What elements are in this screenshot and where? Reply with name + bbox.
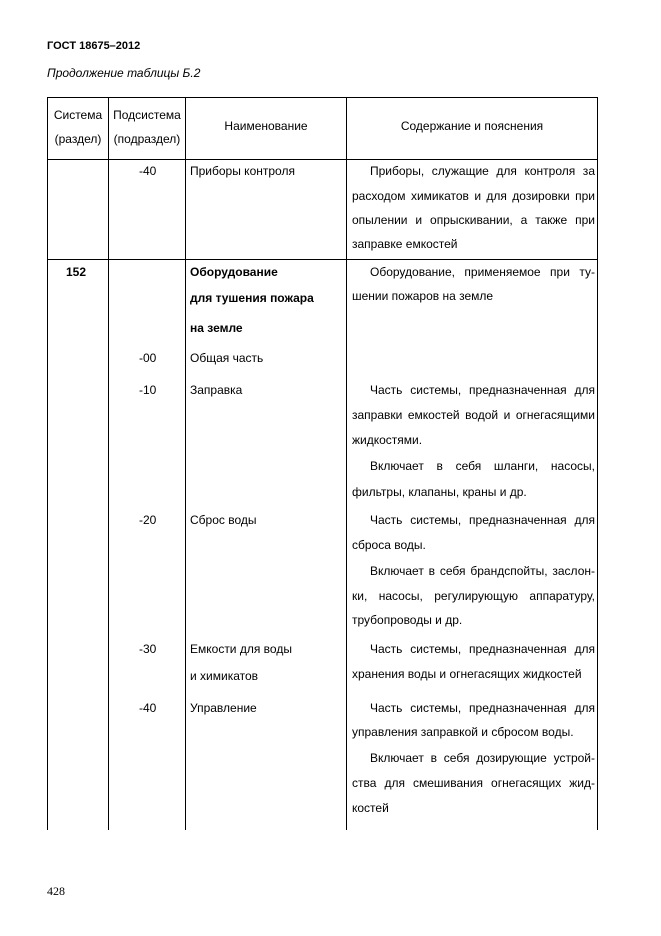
content-line: Часть системы, предназначенная для	[370, 642, 595, 656]
content-line: заправке емкостей	[352, 237, 458, 251]
subsystem-code: -30	[139, 642, 157, 656]
content-line: заправки емкостей водой и огнегасящими	[352, 408, 595, 422]
header-system-line: (раздел)	[54, 132, 102, 146]
item-name: Управление	[190, 701, 257, 715]
content-line: ки, насосы, регулирующую аппаратуру,	[352, 589, 595, 603]
item-name-line: и химикатов	[190, 669, 259, 683]
column-divider	[108, 97, 109, 830]
content-line: Часть системы, предназначенная для	[370, 383, 595, 397]
row-divider	[47, 259, 598, 260]
content-line: трубопроводы и др.	[352, 613, 463, 627]
item-name-line: Емкости для воды	[190, 642, 292, 656]
document-standard-title: ГОСТ 18675–2012	[47, 40, 141, 52]
table-right-border	[597, 97, 598, 830]
content-line: Включает в себя брандспойты, заслон-	[370, 564, 595, 578]
system-code: 152	[66, 265, 87, 279]
item-name-line: на земле	[190, 321, 243, 335]
header-system	[48, 103, 108, 151]
header-name: Наименование	[224, 119, 308, 133]
column-divider	[185, 97, 186, 830]
column-divider	[346, 97, 347, 830]
content-line: Включает в себя дозирующие устрой-	[370, 751, 595, 765]
content-line: Часть системы, предназначенная для	[370, 513, 595, 527]
content-line: фильтры, клапаны, краны и др.	[352, 485, 527, 499]
classification-table	[47, 97, 598, 830]
content-line: Оборудование, применяемое при ту-	[370, 265, 595, 279]
subsystem-code: -00	[139, 351, 157, 365]
page-number: 428	[47, 884, 65, 898]
header-bottom-border	[47, 159, 598, 160]
header-subsystem	[109, 103, 185, 151]
content-line: жидкостями.	[352, 433, 423, 447]
item-name: Сброс воды	[190, 513, 257, 527]
table-caption: Продолжение таблицы Б.2	[47, 66, 201, 80]
content-line: сброса воды.	[352, 538, 426, 552]
content-line: ства для смешивания огнегасящих жид-	[352, 776, 595, 790]
table-top-border	[47, 97, 598, 98]
item-name: Приборы контроля	[190, 164, 295, 178]
content-line: опылении и опрыскивании, а также при	[352, 213, 595, 227]
table-left-border	[47, 97, 48, 830]
item-name: Общая часть	[190, 351, 264, 365]
header-subsystem-line: Подсистема	[113, 108, 181, 122]
subsystem-code: -40	[139, 701, 157, 715]
header-content: Содержание и пояснения	[400, 119, 544, 133]
item-name-line: Оборудование	[190, 265, 278, 279]
content-line: костей	[352, 801, 389, 815]
content-line: управления заправкой и сбросом воды.	[352, 725, 574, 739]
header-system-line: Система	[53, 108, 103, 122]
content-line: Приборы, служащие для контроля за	[370, 164, 595, 178]
subsystem-code: -20	[139, 513, 157, 527]
content-line: Включает в себя шланги, насосы,	[370, 459, 595, 473]
item-name-line: для тушения пожара	[190, 291, 314, 305]
header-subsystem-line: (подраздел)	[113, 132, 181, 146]
item-name: Заправка	[190, 383, 243, 397]
content-line: хранения воды и огнегасящих жидкостей	[352, 667, 582, 681]
content-line: расходом химикатов и для дозировки при	[352, 189, 595, 203]
subsystem-code: -10	[139, 383, 157, 397]
content-line: Часть системы, предназначенная для	[370, 701, 595, 715]
content-line: шении пожаров на земле	[352, 289, 494, 303]
subsystem-code: -40	[139, 164, 157, 178]
